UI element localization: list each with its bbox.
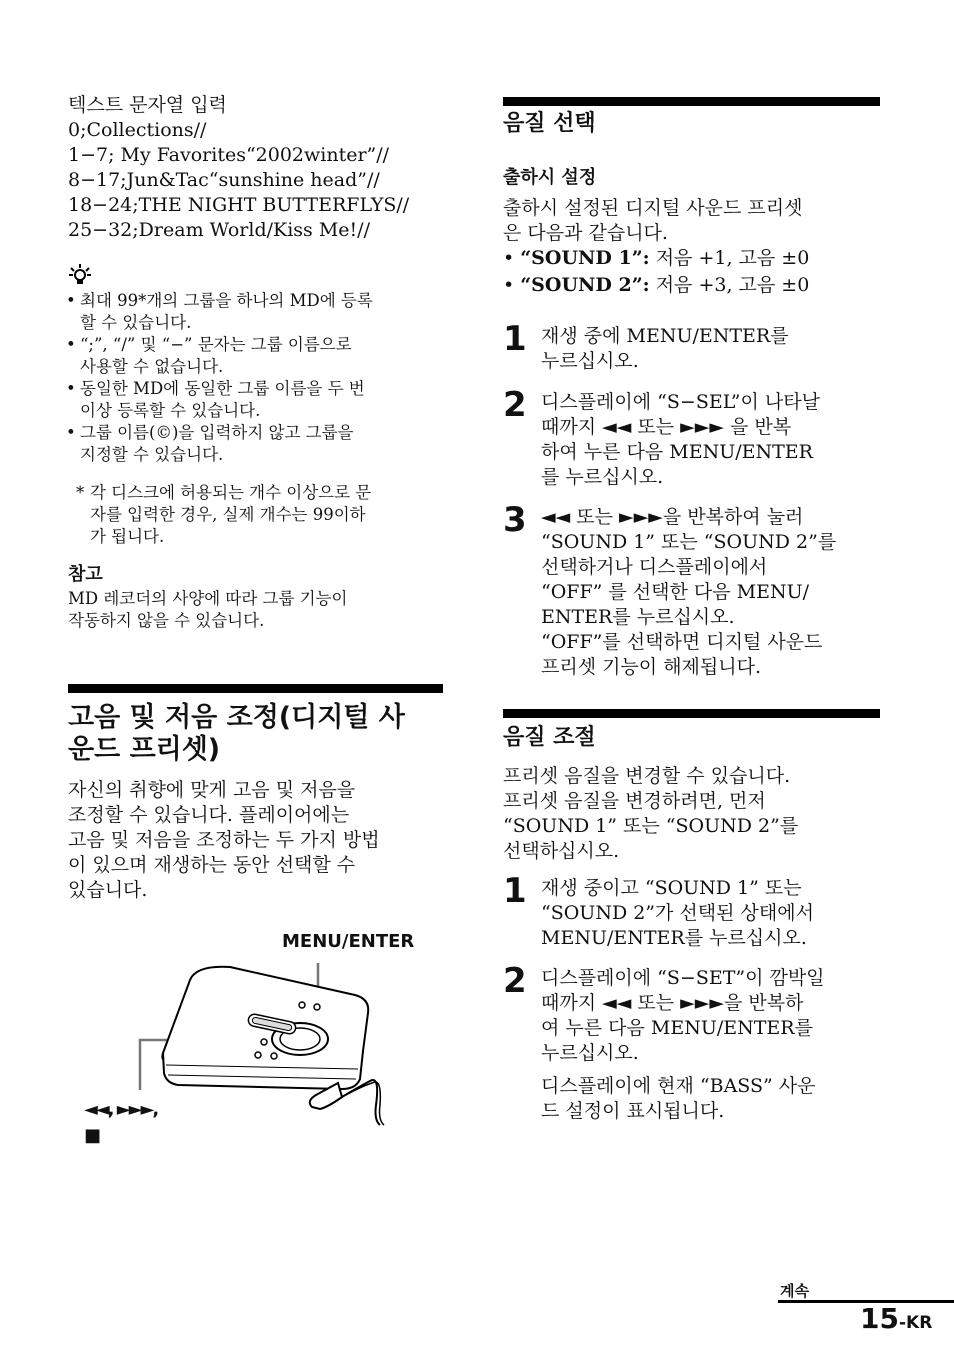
step-number: 1 [503, 319, 527, 359]
footnote-mark: * [76, 483, 85, 502]
step-number: 2 [503, 385, 527, 425]
section-intro: 자신의 취향에 맞게 고음 및 저음을 조정할 수 있습니다. 플레이어에는 고음 및 저음을 조정하는 두 가지 방법 이 있으며 재생하는 동안 선택할 수 있습니다. [68, 779, 380, 901]
entry-line: 0;Collections// [68, 119, 207, 141]
figure-label-skip-stop: ◄◄, ►►►, ■ [84, 1099, 158, 1146]
sound-adjust-intro: 프리셋 음질을 변경할 수 있습니다. 프리셋 음질을 변경하려면, 먼저 “SOUND 1” 또는 “SOUND 2”를 선택하십시오. [503, 765, 799, 862]
sound-select-title: 음질 선택 [503, 111, 596, 136]
entry-example-block [68, 93, 448, 243]
step-1: 1 재생 중이고 “SOUND 1” 또는 “SOUND 2”가 선택된 상태에서 MENU/ENTER를 누르십시오. [503, 871, 814, 949]
step-number: 1 [503, 871, 527, 911]
factory-setting-subtitle: 출하시 설정 [503, 167, 597, 188]
step-2: 2 디스플레이에 “S−SEL”이 나타날 때까지 ◄◄ 또는 ►►► 을 반복 하여 누른 다음 MENU/ENTER 를 누르십시오. [503, 385, 820, 488]
footnote-line: 자를 입력한 경우, 실제 개수는 99이하 [90, 505, 366, 524]
sound-adjust-title: 음질 조절 [503, 725, 596, 750]
preset-item: • “SOUND 1”: 저음 +1, 고음 ±0 [503, 247, 810, 269]
section-rule [503, 709, 880, 718]
footnote [76, 482, 451, 548]
preset-item: • “SOUND 2”: 저음 +3, 고음 ±0 [503, 274, 810, 296]
tip-item: • 동일한 MD에 동일한 그룹 이름을 두 번 이상 등록할 수 있습니다. [66, 379, 365, 420]
step-2: 2 디스플레이에 “S−SET”이 깜박일 때까지 ◄◄ 또는 ►►►을 반복하 여 누른 다음 MENU/ENTER를 누르십시오. 디스플레이에 현재 “BASS” 사운 드 설정이 표시됩니다. [503, 961, 825, 1122]
continued-label: 계속 [780, 1282, 809, 1300]
entry-line: 25−32;Dream World/Kiss Me!// [68, 219, 370, 241]
footnote-line: 가 됩니다. [90, 527, 165, 546]
tip-item: • 그룹 이름(©)을 입력하지 않고 그룹을 지정할 수 있습니다. [66, 423, 354, 464]
section-rule [68, 684, 443, 693]
step-number: 3 [503, 500, 527, 540]
entry-line: 8−17;Jun&Tac“sunshine head”// [68, 169, 380, 191]
tips-list [66, 290, 451, 466]
section-title: 고음 및 저음 조정(디지털 사 운드 프리셋) [68, 702, 405, 765]
step-3: 3 ◄◄ 또는 ►►►을 반복하여 눌러 “SOUND 1” 또는 “SOUND 2”를 선택하거나 디스플레이에서 “OFF” 를 선택한 다음 MENU/ ENTER를 누르십시오. “OFF”를 선택하면 디지털 사운드 프리셋 기능이 해제됩니다. [503, 500, 837, 678]
note-heading: 참고 [68, 564, 103, 585]
note-text: MD 레코더의 사양에 따라 그룹 기능이 작동하지 않을 수 있습니다. [68, 589, 348, 630]
page-number: 15-KR [860, 1302, 933, 1335]
tip-icon [68, 262, 92, 288]
entry-line: 텍스트 문자열 입력 [68, 94, 227, 116]
section-rule [503, 97, 880, 106]
tip-item: • 최대 99*개의 그룹을 하나의 MD에 등록 할 수 있습니다. [66, 291, 373, 332]
entry-line: 18−24;THE NIGHT BUTTERFLYS// [68, 194, 410, 216]
footnote-line: 각 디스크에 허용되는 개수 이상으로 문 [90, 483, 372, 502]
step-number: 2 [503, 961, 527, 1001]
entry-line: 1−7; My Favorites“2002winter”// [68, 144, 390, 166]
factory-setting-text: 출하시 설정된 디지털 사운드 프리셋 은 다음과 같습니다. • “SOUND 1”: 저음 +1, 고음 ±0 • “SOUND 2”: 저음 +3, 고음 ±0 [503, 196, 883, 298]
step-1: 1 재생 중에 MENU/ENTER를 누르십시오. [503, 319, 789, 372]
tip-item: • “;”, “/” 및 “−” 문자는 그룹 이름으로 사용할 수 없습니다. [66, 335, 352, 376]
figure-label-menu-enter: MENU/ENTER [282, 931, 415, 952]
